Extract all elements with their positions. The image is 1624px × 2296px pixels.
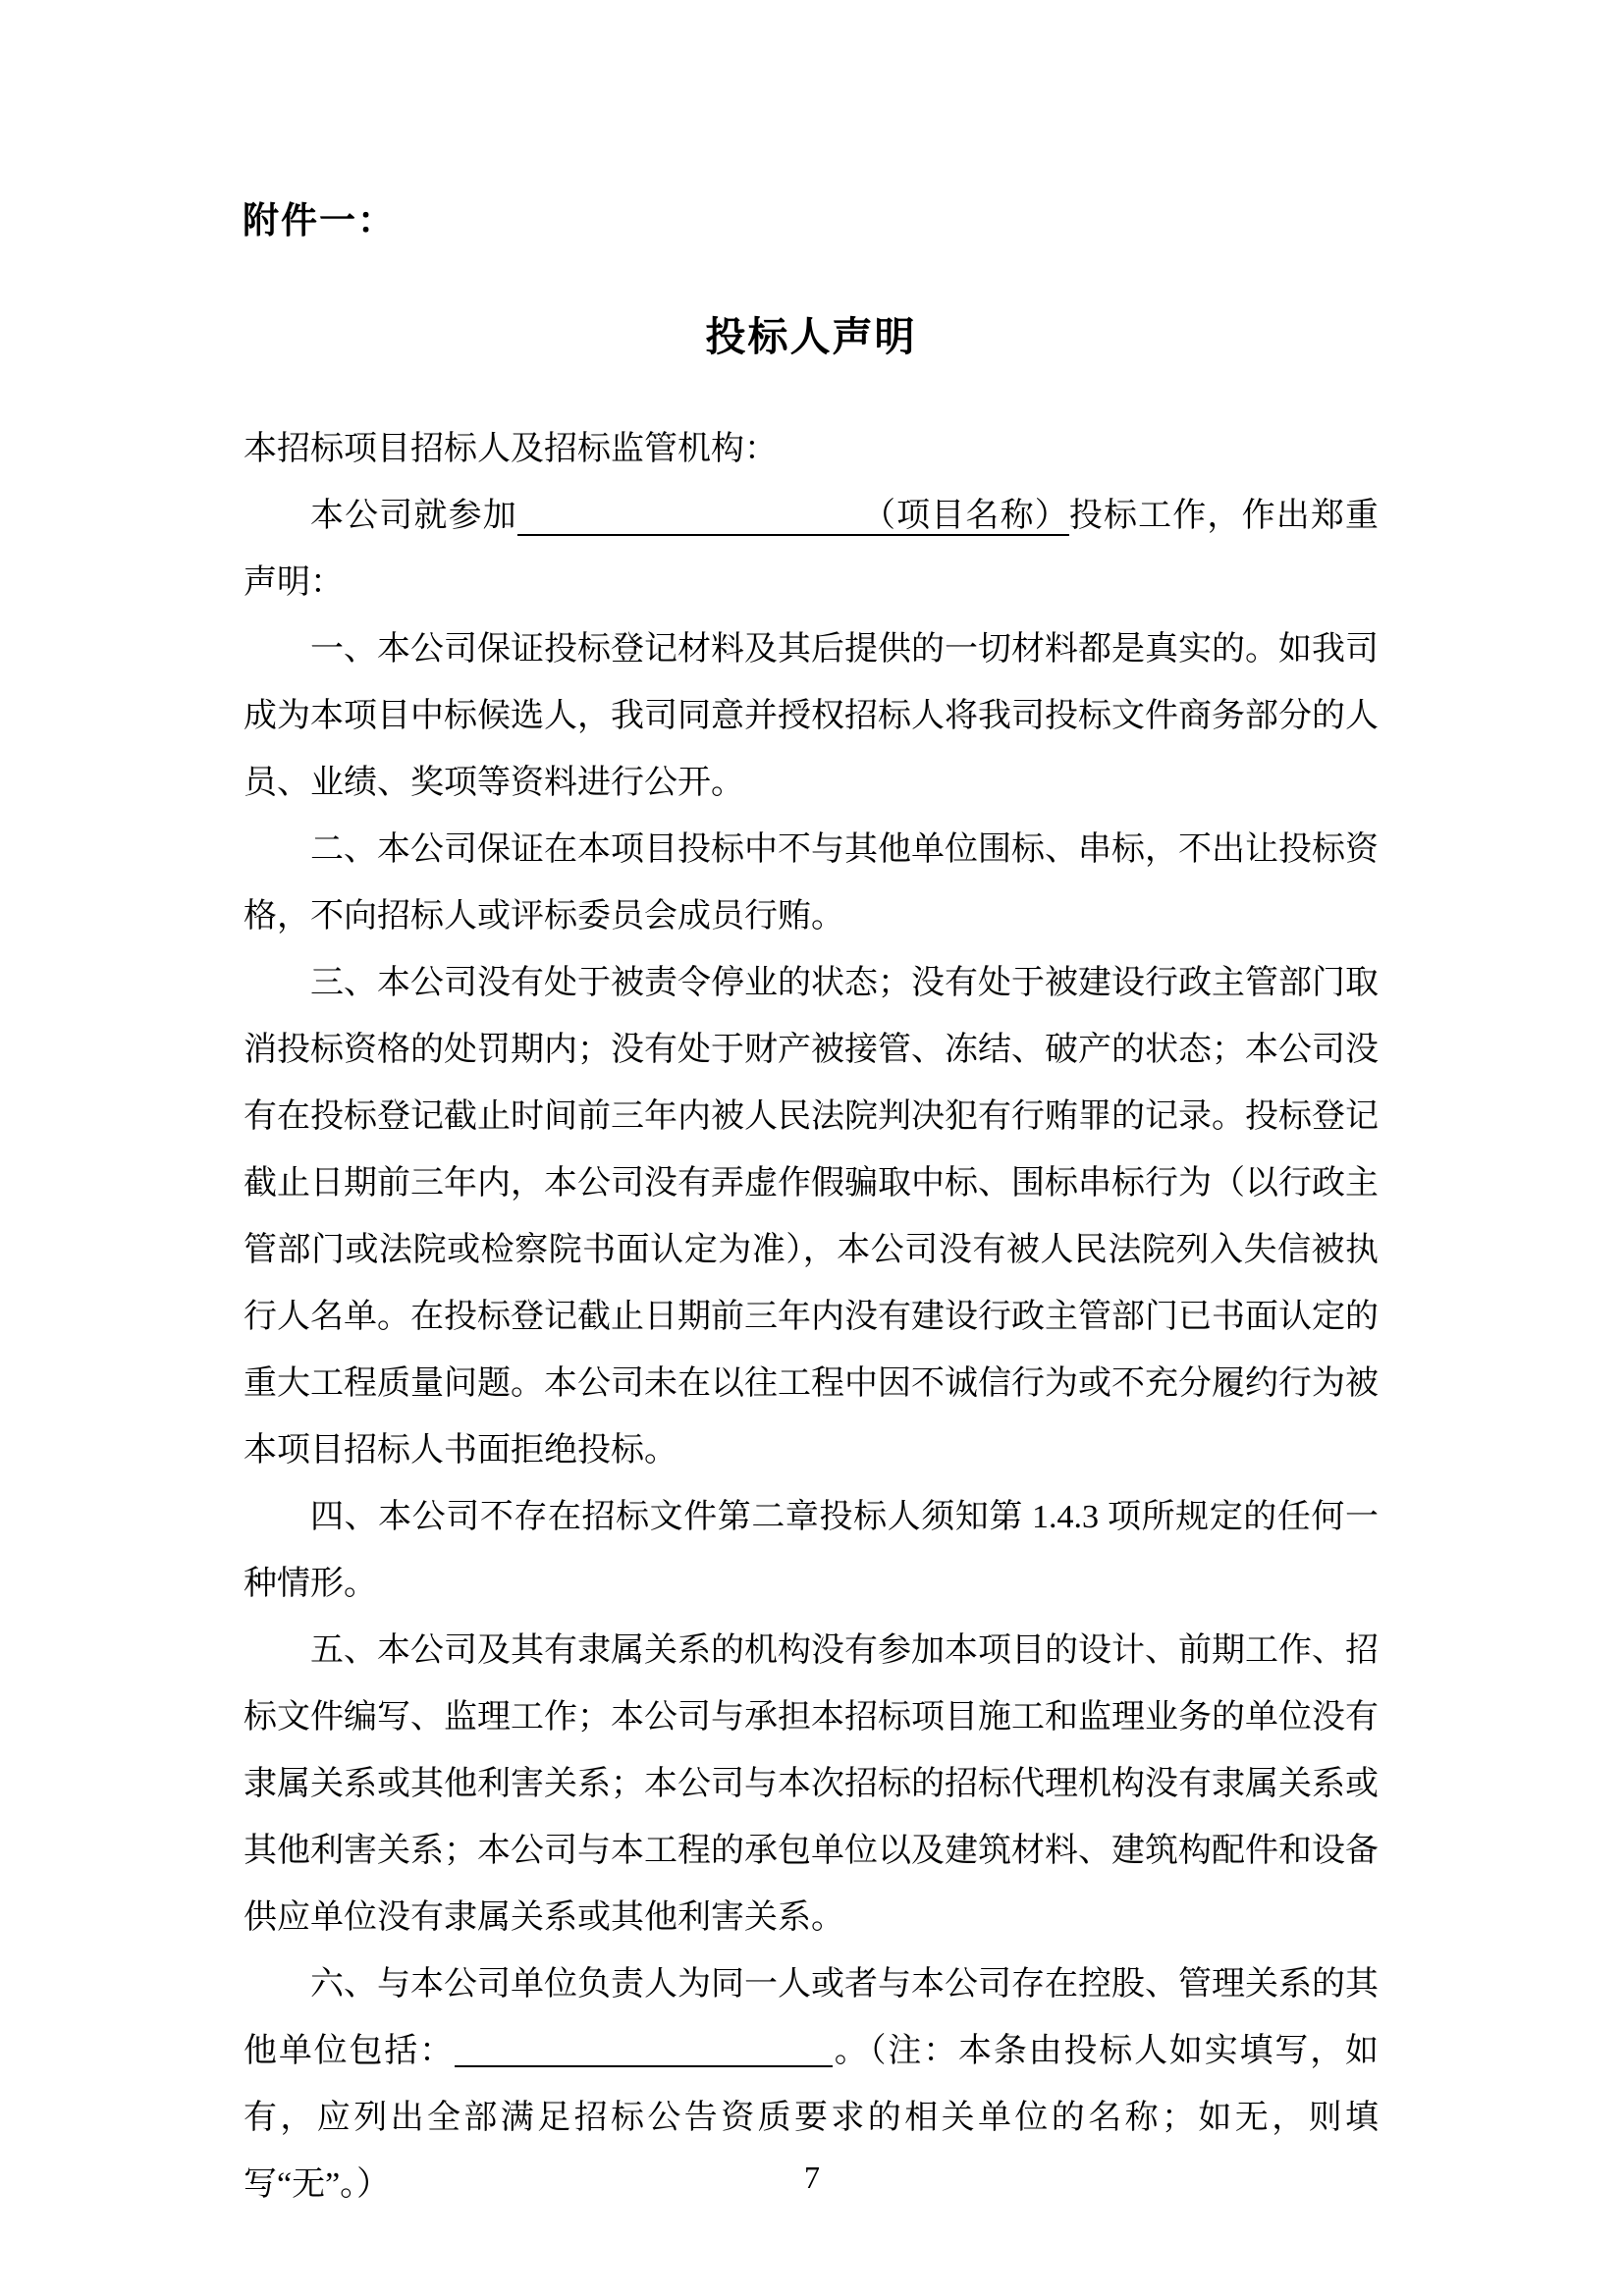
clause-3: 三、本公司没有处于被责令停业的状态；没有处于被建设行政主管部门取消投标资格的处罚期内；没有处于财产被接管、冻结、破产的状态；本公司没有在投标登记截止时间前三年内被人民法院判决犯有行贿罪的记录。投标登记截止日期前三年内，本公司没有弄虚作假骗取中标、围标串标行为（以行政主管部门或法院或检察院书面认定为准），本公司没有被人民法院列入失信被执行人名单。在投标登记截止日期前三年内没有建设行政主管部门已书面认定的重大工程质量问题。本公司未在以往工程中因不诚信行为或不充分履约行为被本项目招标人书面拒绝投标。 (244, 965, 1379, 1468)
related-units-blank (455, 2065, 833, 2067)
page-number: 7 (804, 2160, 820, 2195)
attachment-label: 附件一： (243, 201, 396, 241)
project-name-underline-group (517, 498, 1069, 536)
clause-6-text-suffix: 。（注：本条由投标人如实填写，如有，应列出全部满足招标公告资质要求的相关单位的名称；如无，则填写“无”。） (244, 2033, 1380, 2203)
document-body (244, 416, 1379, 2218)
opening-paragraph (244, 483, 1379, 616)
clause-2: 二、本公司保证在本项目投标中不与其他单位围标、串标，不出让投标资格，不向招标人或评标委员会成员行贿。 (244, 831, 1379, 934)
clause-1: 一、本公司保证投标登记材料及其后提供的一切材料都是真实的。如我司成为本项目中标候选人，我司同意并授权招标人将我司投标文件商务部分的人员、业绩、奖项等资料进行公开。 (244, 631, 1379, 801)
page-title: 投标人声明 (705, 314, 917, 359)
clause-5: 五、本公司及其有隶属关系的机构没有参加本项目的设计、前期工作、招标文件编写、监理工作；本公司与承担本招标项目施工和监理业务的单位没有隶属关系或其他利害关系；本公司与本次招标的招标代理机构没有隶属关系或其他利害关系；本公司与本工程的承包单位以及建筑材料、建筑构配件和设备供应单位没有隶属关系或其他利害关系。 (244, 1632, 1379, 1936)
opening-text-prefix: 本公司就参加 (310, 498, 517, 534)
clause-6-text-prefix: 六、与本公司单位负责人为同一人或者与本公司存在控股、管理关系的其他单位包括： (244, 1966, 1379, 2069)
opening-text-suffix: 投标工作，作出郑重声明： (244, 498, 1380, 601)
lead-line: 本招标项目招标人及招标监管机构： (244, 431, 778, 467)
project-name-label: （项目名称） (860, 498, 1069, 534)
clause-4: 四、本公司不存在招标文件第二章投标人须知第 1.4.3 项所规定的任何一种情形。 (244, 1499, 1379, 1602)
